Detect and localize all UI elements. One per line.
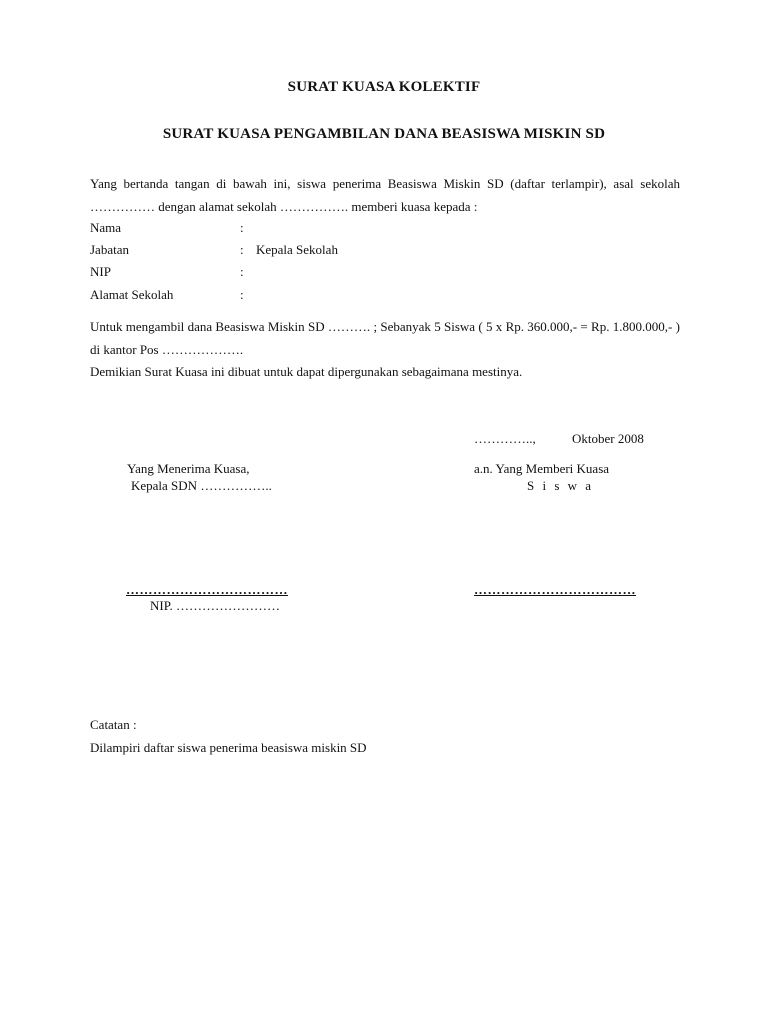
document-title: SURAT KUASA KOLEKTIF — [287, 79, 481, 95]
field-colon: : — [240, 242, 244, 257]
field-colon: : — [240, 264, 244, 279]
field-colon: : — [240, 220, 244, 235]
giver-signature-line: ……………………………… — [474, 582, 636, 597]
field-label: Nama — [90, 220, 122, 235]
receiver-nip: NIP. …………………… — [150, 598, 281, 613]
field-label: Alamat Sekolah — [90, 287, 174, 302]
field-label: Jabatan — [90, 242, 129, 257]
date-place-blank: ………….., — [474, 431, 536, 446]
note-text: Dilampiri daftar siswa penerima beasiswa miskin SD — [90, 740, 367, 755]
date-text: Oktober 2008 — [572, 431, 644, 446]
receiver-school: Kepala SDN …………….. — [131, 478, 272, 493]
giver-label: a.n. Yang Memberi Kuasa — [474, 461, 610, 476]
intro-paragraph: Yang bertanda tangan di bawah ini, siswa penerima Beasiswa Miskin SD (daftar terlampir), asal sekolah …………… dengan alamat sekolah ……………. memberi kuasa kepada : — [90, 176, 680, 214]
document-subtitle: SURAT KUASA PENGAMBILAN DANA BEASISWA MISKIN SD — [162, 126, 606, 142]
purpose-paragraph: Untuk mengambil dana Beasiswa Miskin SD ………. ; Sebanyak 5 Siswa ( 5 x Rp. 360.000,- = Rp. 1.800.000,- ) di kantor Pos ………………. — [90, 319, 680, 357]
field-label: NIP — [90, 264, 111, 279]
receiver-signature-line: ……………………………… — [126, 582, 288, 597]
field-colon: : — [240, 287, 244, 302]
field-value: Kepala Sekolah — [256, 242, 338, 257]
receiver-label: Yang Menerima Kuasa, — [127, 461, 250, 476]
closing-paragraph: Demikian Surat Kuasa ini dibuat untuk dapat dipergunakan sebagaimana mestinya. — [90, 364, 523, 379]
giver-role: S i s w a — [527, 478, 594, 493]
note-label: Catatan : — [90, 717, 137, 732]
